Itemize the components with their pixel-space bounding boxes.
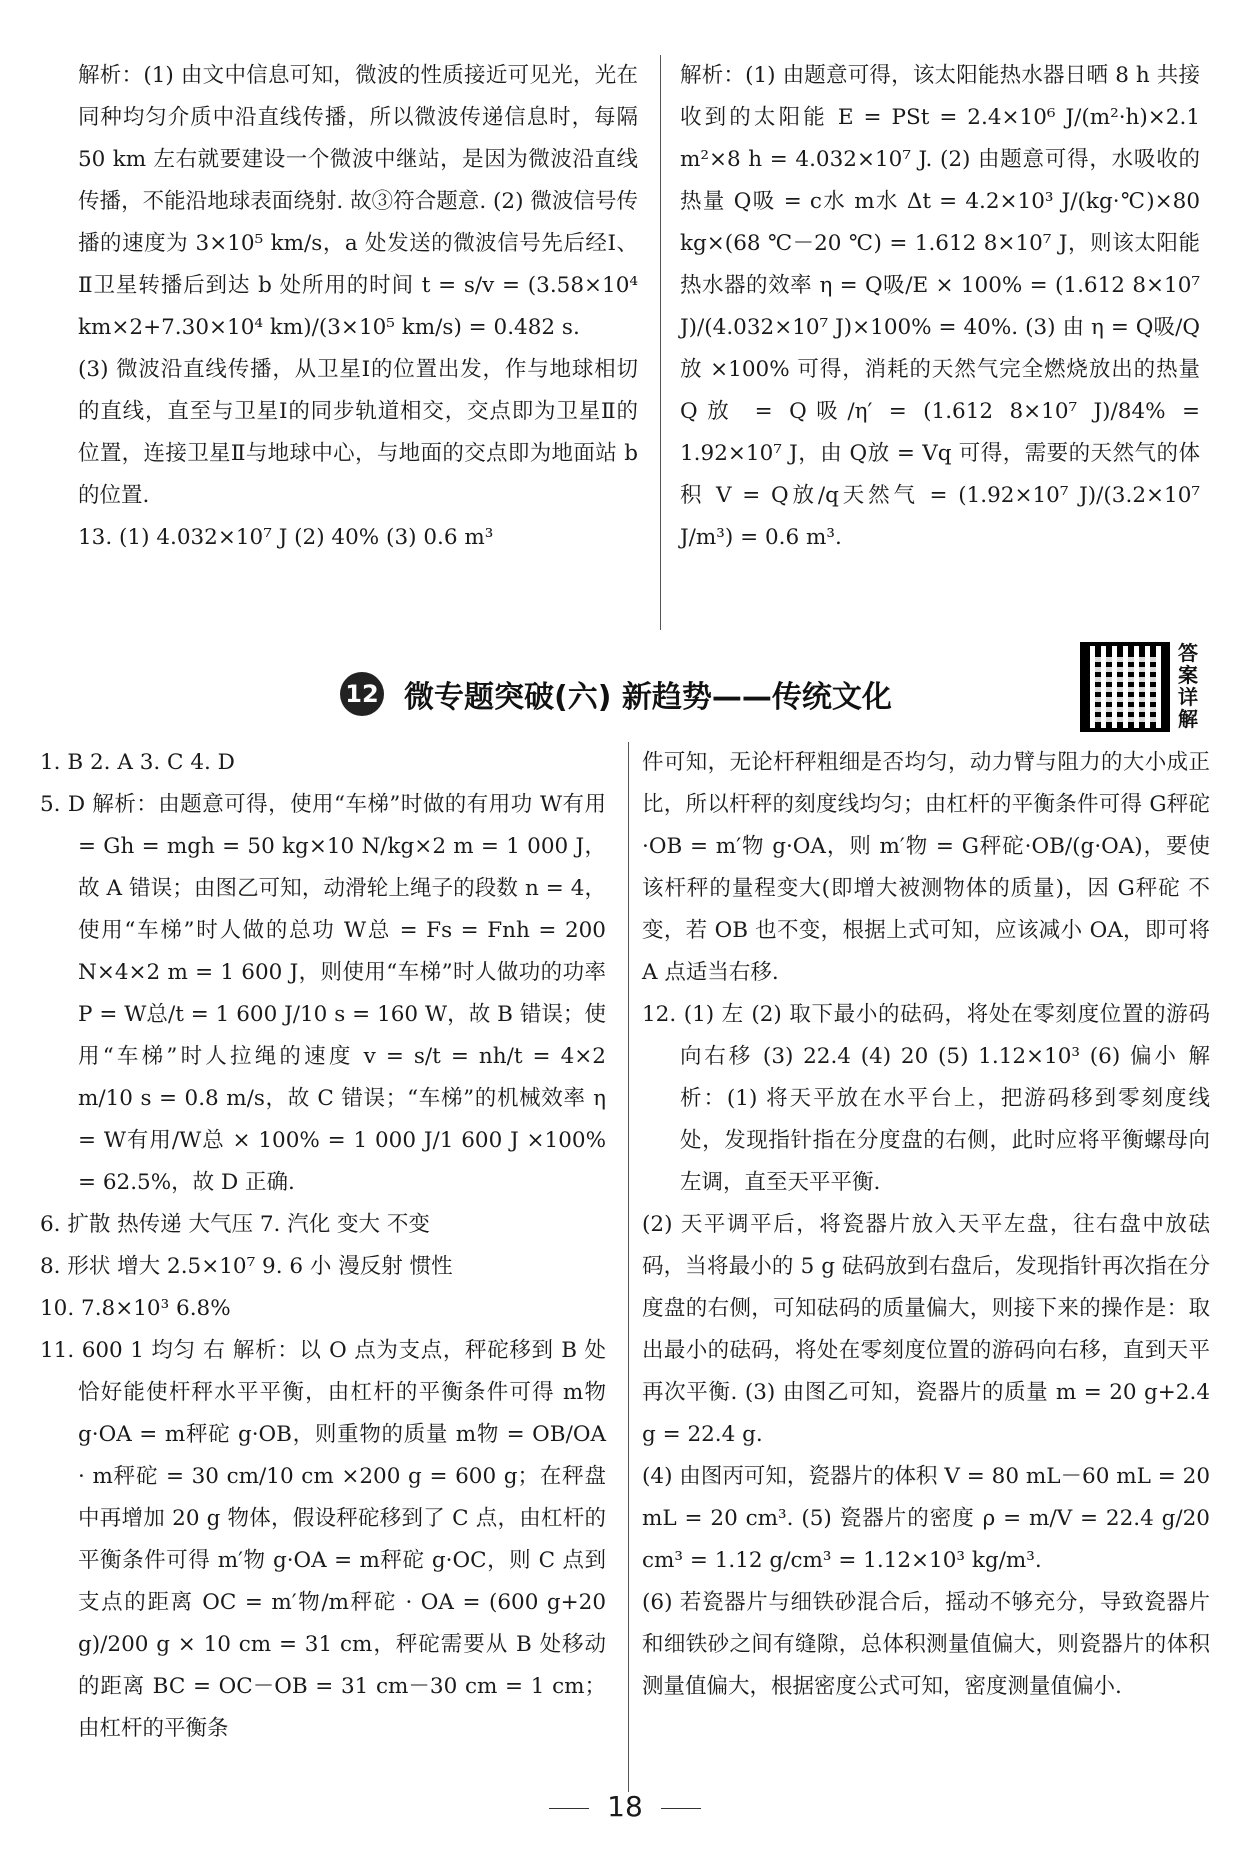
answer-11-part3: (3) 微波沿直线传播，从卫星Ⅰ的位置出发，作与地球相切的直线，直至与卫星Ⅰ的同步轨道相交，交点即为卫星Ⅱ的位置，连接卫星Ⅱ与地球中心，与地面的交点即为地面站 b 的位置. [78,357,638,508]
qr-label: 答案详解 [1178,641,1198,731]
column-divider-top [660,55,661,630]
column-divider-bottom [628,742,629,1792]
section-heading [340,667,892,721]
answer-11: 11. 600 1 均匀 右 解析：以 O 点为支点，秤砣移到 B 处恰好能使杆秤水平平衡，由杠杆的平衡条件可得 m物 g·OA = m秤砣 g·OB，则重物的质量 m物 = OB/OA · m秤砣 = 30 cm/10 cm ×200 g = 600 g；在秤盘中再增加 20 g 物体，假设秤砣移到了 C 点，由杠杆的平衡条件可得 m′物 g·OA = m秤砣 g·OC，则 C 点到支点的距离 OC = m′物/m秤砣 · OA = (600 g+20 g)/200 g × 10 cm = 31 cm，秤砣需要从 B 处移动的距离 BC = OC－OB = 31 cm－30 cm = 1 cm；由杠杆的平衡条 [40,1338,606,1741]
answer-13-analysis: 解析：(1) 由题意可得，该太阳能热水器日晒 8 h 共接收到的太阳能 E = PSt = 2.4×10⁶ J/(m²·h)×2.1 m²×8 h = 4.032×10⁷ J. (2) 由题意可得，水吸收的热量 Q吸 = c水 m水 Δt = 4.2×10³ J/(kg·℃)×80 kg×(68 ℃－20 ℃) = 1.612 8×10⁷ J，则该太阳能热水器的效率 η = Q吸/E × 100% = (1.612 8×10⁷ J)/(4.032×10⁷ J)×100% = 40%. (3) 由 η = Q吸/Q放 ×100% 可得，消耗的天然气完全燃烧放出的热量 Q放 = Q吸/η′ = (1.612 8×10⁷ J)/84% = 1.92×10⁷ J，由 Q放 = Vq 可得，需要的天然气的体积 V = Q放/q天然气 = (1.92×10⁷ J)/(3.2×10⁷ J/m³) = 0.6 m³. [680,63,1200,550]
answer-12-part2: (2) 天平调平后，将瓷器片放入天平左盘，往右盘中放砝码，当将最小的 5 g 砝码放到右盘后，发现指针再次指在分度盘的右侧，可知砝码的质量偏大，则接下来的操作是：取出最小的砝码，将处在零刻度位置的游码向右移，直到天平再次平衡. (3) 由图乙可知，瓷器片的质量 m = 20 g+2.4 g = 22.4 g. [642,1212,1210,1447]
section-title: 微专题突破(六) 新趋势——传统文化 [404,680,892,715]
section-number-badge: 12 [340,672,384,716]
left-bottom-column [40,742,606,1750]
answer-12-part4: (4) 由图丙可知，瓷器片的体积 V = 80 mL－60 mL = 20 mL = 20 cm³. (5) 瓷器片的密度 ρ = m/V = 22.4 g/20 cm³ = 1.12 g/cm³ = 1.12×10³ kg/m³. [642,1464,1210,1573]
answer-12: 12. (1) 左 (2) 取下最小的砝码，将处在零刻度位置的游码向右移 (3) 22.4 (4) 20 (5) 1.12×10³ (6) 偏小 解析：(1) 将天平放在水平台上，把游码移到零刻度线处，发现指针指在分度盘的右侧，此时应将平衡螺母向左调，直至天平平衡. [642,1002,1210,1195]
answer-10: 10. 7.8×10³ 6.8% [40,1296,231,1321]
qr-code-icon[interactable] [1080,642,1170,732]
page-footer [0,1790,1250,1823]
left-top-column [78,55,638,559]
answer-11-analysis: 解析：(1) 由文中信息可知，微波的性质接近可见光，光在同种均匀介质中沿直线传播，所以微波传递信息时，每隔 50 km 左右就要建设一个微波中继站，是因为微波沿直线传播，不能沿地球表面绕射. 故③符合题意. (2) 微波信号传播的速度为 3×10⁵ km/s，a 处发送的微波信号先后经Ⅰ、Ⅱ卫星转播后到达 b 处所用的时间 t = s/v = (3.58×10⁴ km×2+7.30×10⁴ km)/(3×10⁵ km/s) = 0.482 s. [78,63,638,340]
answer-5: 5. D 解析：由题意可得，使用“车梯”时做的有用功 W有用 = Gh = mgh = 50 kg×10 N/kg×2 m = 1 000 J，故 A 错误；由图乙可知，动滑轮上绳子的段数 n = 4，使用“车梯”时人做的总功 W总 = Fs = Fnh = 200 N×4×2 m = 1 600 J，则使用“车梯”时人做功的功率 P = W总/t = 1 600 J/10 s = 160 W，故 B 错误；使用“车梯”时人拉绳的速度 v = s/t = nh/t = 4×2 m/10 s = 0.8 m/s，故 C 错误；“车梯”的机械效率 η = W有用/W总 × 100% = 1 000 J/1 600 J ×100% = 62.5%，故 D 正确. [40,792,606,1195]
answer-12-part6: (6) 若瓷器片与细铁砂混合后，摇动不够充分，导致瓷器片和细铁砂之间有缝隙，总体积测量值偏大，则瓷器片的体积测量值偏大，根据密度公式可知，密度测量值偏小. [642,1590,1210,1699]
answers-8-9: 8. 形状 增大 2.5×10⁷ 9. 6 小 漫反射 惯性 [40,1254,453,1279]
answers-1-4: 1. B 2. A 3. C 4. D [40,750,235,775]
page-number: 18 [607,1790,643,1823]
answer-11-continued: 件可知，无论杆秤粗细是否均匀，动力臂与阻力的大小成正比，所以杆秤的刻度线均匀；由杠杆的平衡条件可得 G秤砣·OB = m′物 g·OA，则 m′物 = G秤砣·OB/(g·OA)，要使该杆秤的量程变大(即增大被测物体的质量)，因 G秤砣 不变，若 OB 也不变，根据上式可知，应该减小 OA，即可将 A 点适当右移. [642,750,1210,985]
answer-13: 13. (1) 4.032×10⁷ J (2) 40% (3) 0.6 m³ [78,525,494,550]
answers-6-7: 6. 扩散 热传递 大气压 7. 汽化 变大 不变 [40,1212,430,1237]
right-top-column [680,55,1200,559]
right-bottom-column [642,742,1210,1708]
